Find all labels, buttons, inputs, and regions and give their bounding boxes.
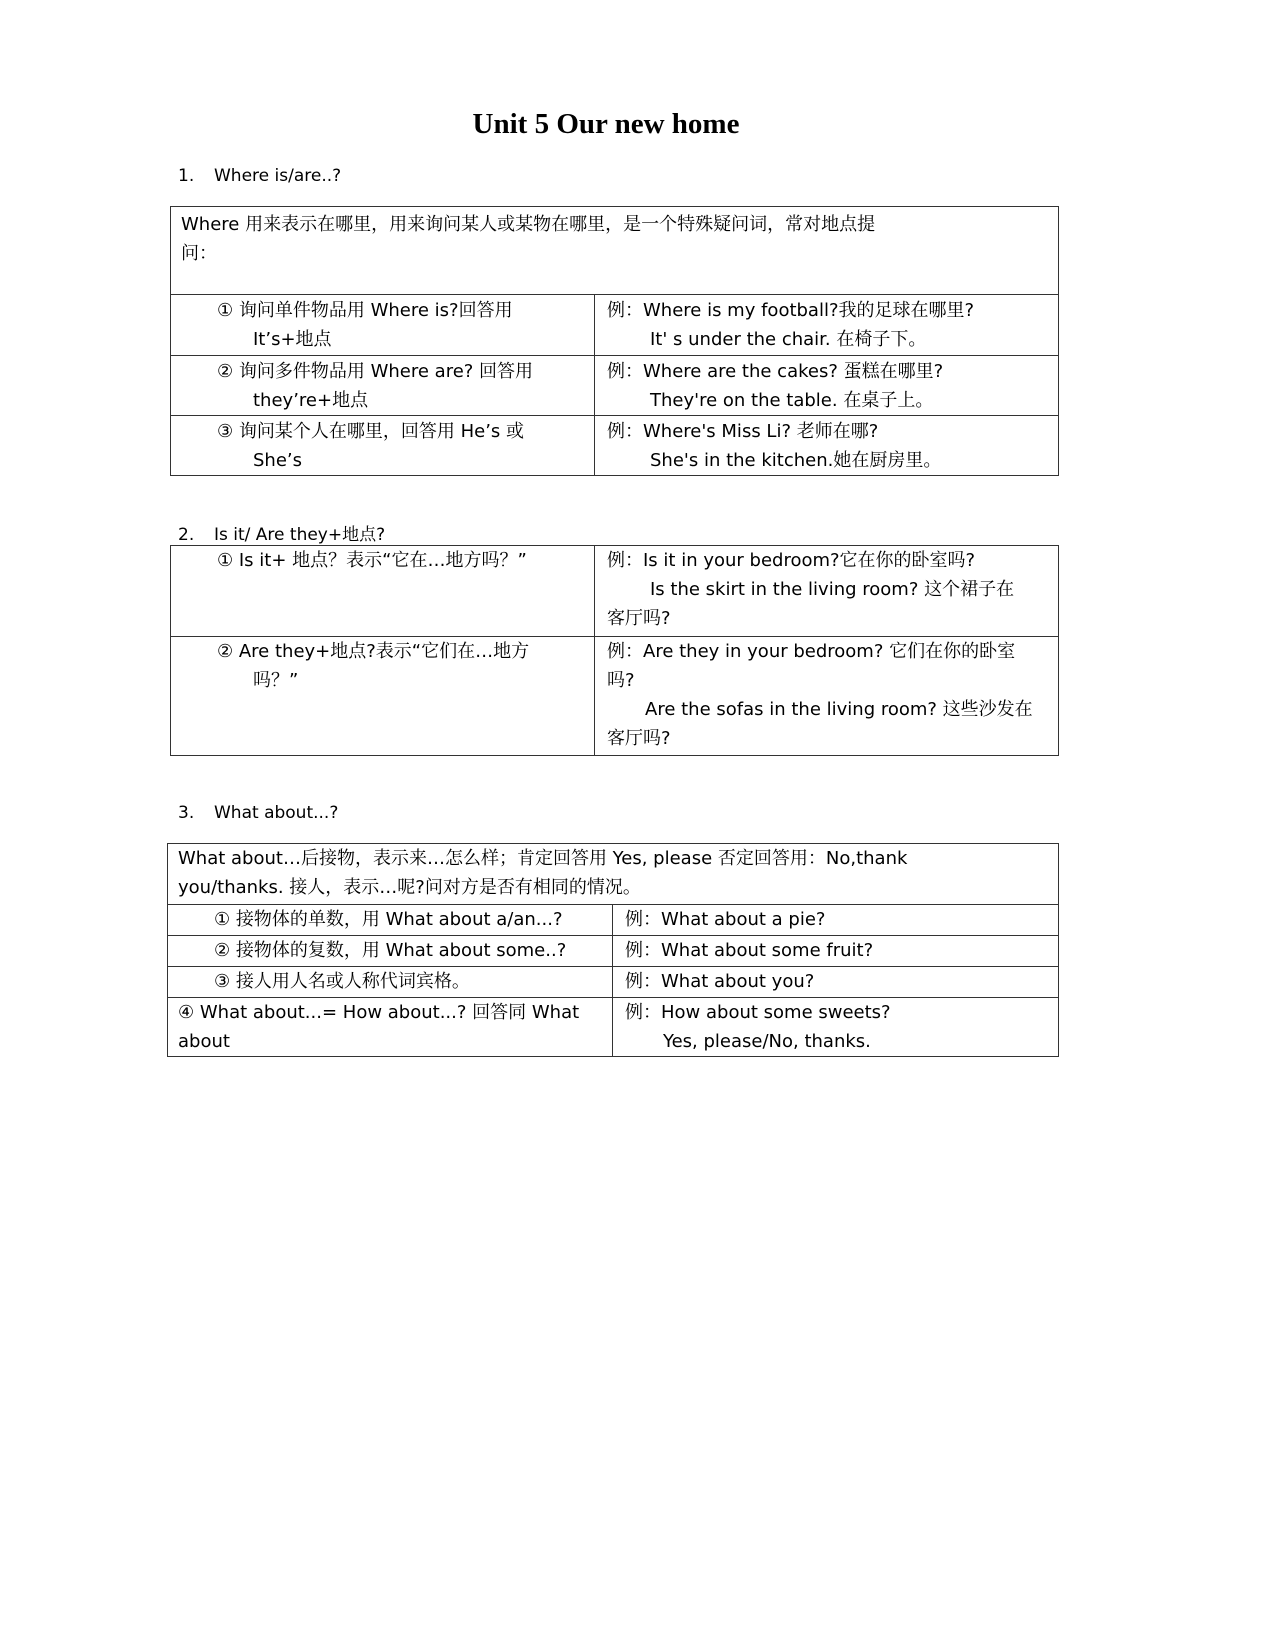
example-text: 例：Where are the cakes? 蛋糕在哪里? (607, 361, 944, 382)
rule-text: She’s (253, 450, 303, 471)
example-text: Are the sofas in the living room? 这些沙发在 (645, 699, 1033, 720)
example-text: 吗? (607, 670, 635, 691)
example-text: It' s under the chair. 在椅子下。 (650, 329, 927, 350)
table-row (171, 356, 1059, 416)
rule-text: ② 询问多件物品用 Where are? 回答用 (217, 361, 534, 382)
example-text: 例：How about some sweets? (625, 1002, 891, 1023)
example-text: 例：What about you? (625, 971, 815, 992)
section-3-heading: 3. What about...? (178, 803, 339, 823)
example-text: 例：What about a pie? (625, 909, 826, 930)
what-about-table (167, 843, 1059, 1057)
rule-text: about (178, 1031, 230, 1052)
example-text: 例：Where's Miss Li? 老师在哪? (607, 421, 879, 442)
section-2-heading: 2. Is it/ Are they+地点? (178, 525, 386, 545)
rule-text: ③ 询问某个人在哪里，回答用 He’s 或 (217, 421, 525, 442)
example-text: They're on the table. 在桌子上。 (650, 390, 934, 411)
intro-line: 问： (181, 243, 217, 264)
rule-text: ① Is it+ 地点？表示“它在…地方吗？” (217, 550, 527, 571)
where-table (170, 206, 1059, 476)
table-row (168, 936, 1059, 967)
example-text: 例：Are they in your bedroom? 它们在你的卧室 (607, 641, 1016, 662)
rule-text: ④ What about...= How about...? 回答同 What (178, 1002, 580, 1023)
table-row (171, 416, 1059, 476)
table-row (168, 967, 1059, 998)
rule-text: ① 询问单件物品用 Where is?回答用 (217, 300, 513, 321)
example-text: 例：Is it in your bedroom?它在你的卧室吗? (607, 550, 976, 571)
table-row (171, 546, 1059, 637)
example-text: 例：Where is my football?我的足球在哪里? (607, 300, 975, 321)
intro-line: What about…后接物，表示来…怎么样；肯定回答用 Yes, please 否定回答用：No,thank (178, 848, 908, 869)
example-text: 例：What about some fruit? (625, 940, 874, 961)
rule-text: they’re+地点 (253, 390, 369, 411)
example-text: 客厅吗? (607, 728, 671, 749)
intro-cell (171, 207, 1059, 295)
table-row (168, 998, 1059, 1057)
rule-text: ② Are they+地点?表示“它们在…地方 (217, 641, 530, 662)
table-row (168, 905, 1059, 936)
example-text: Yes, please/No, thanks. (663, 1031, 871, 1052)
table-row (171, 295, 1059, 356)
example-text: 客厅吗? (607, 608, 671, 629)
intro-cell (168, 844, 1059, 905)
table-row (171, 637, 1059, 756)
table-row (171, 207, 1059, 295)
rule-text: 吗？” (253, 670, 299, 691)
intro-line: Where 用来表示在哪里，用来询问某人或某物在哪里，是一个特殊疑问词，常对地点提 (181, 214, 876, 235)
rule-text: It’s+地点 (253, 329, 332, 350)
is-it-table (170, 545, 1059, 756)
example-text: She's in the kitchen.她在厨房里。 (650, 450, 942, 471)
rule-text: ③ 接人用人名或人称代词宾格。 (214, 971, 470, 992)
section-1-heading: 1. Where is/are..? (178, 166, 342, 186)
intro-line: you/thanks. 接人，表示…呢?问对方是否有相同的情况。 (178, 877, 641, 898)
document-title: Unit 5 Our new home (472, 108, 740, 140)
rule-text: ① 接物体的单数，用 What about a/an...? (214, 909, 563, 930)
example-text: Is the skirt in the living room? 这个裙子在 (650, 579, 1015, 600)
table-row (168, 844, 1059, 905)
rule-text: ② 接物体的复数，用 What about some..? (214, 940, 567, 961)
